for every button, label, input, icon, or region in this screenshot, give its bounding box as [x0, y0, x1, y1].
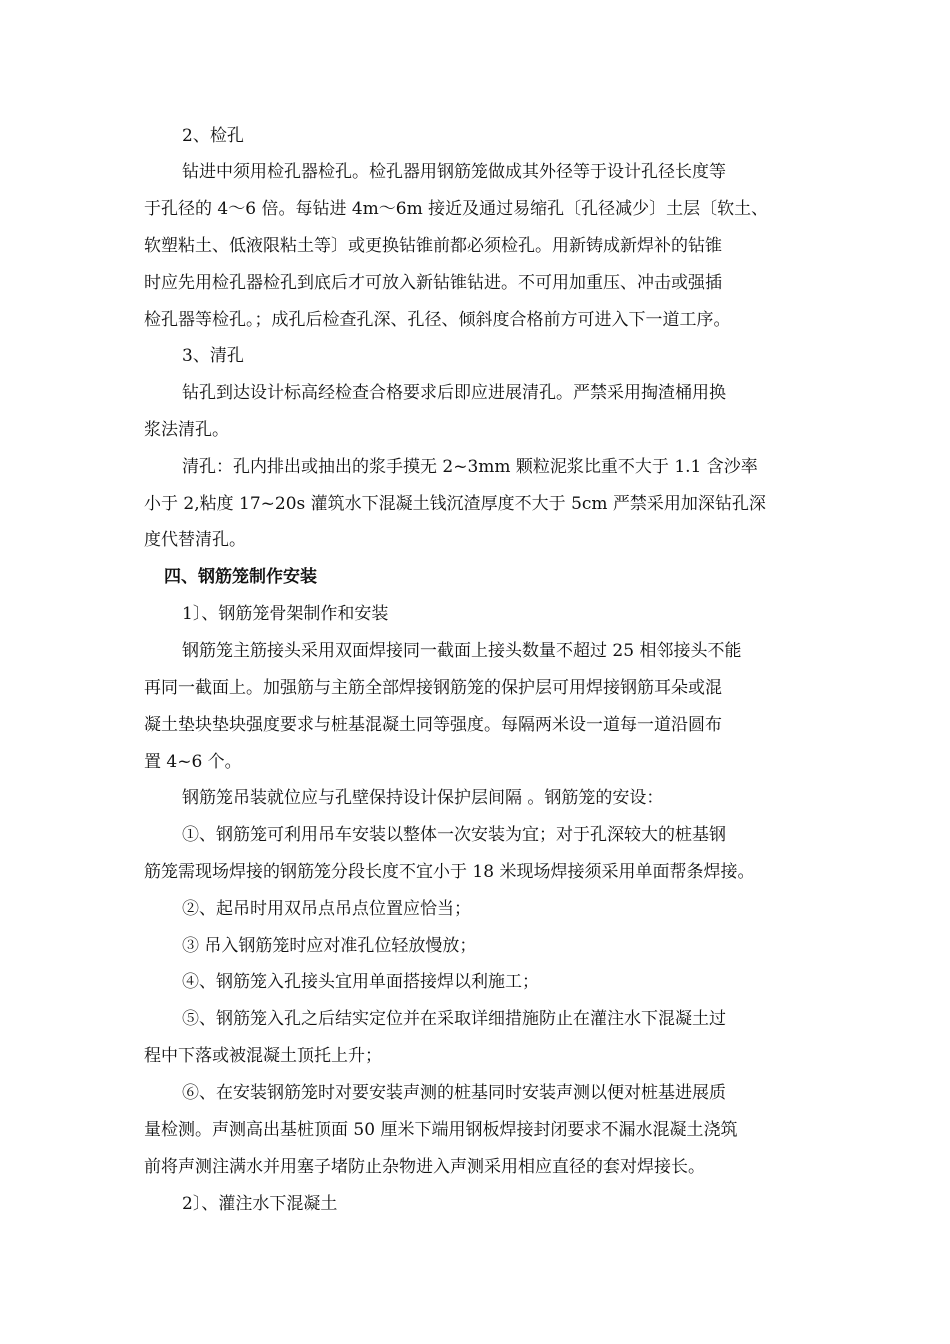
subsection-heading: 2〕、灌注水下混凝土 [182, 1194, 338, 1214]
list-item: ①、钢筋笼可利用吊车安装以整体一次安装为宜；对于孔深较大的桩基钢 [182, 825, 726, 845]
chapter-heading-rebar-cage: 四、钢筋笼制作安装 [164, 567, 317, 587]
paragraph-line: 清孔：孔内排出或抽出的浆手摸无 2~3mm 颗粒泥浆比重不大于 1.1 含沙率 [182, 457, 758, 477]
paragraph-line: 钻孔到达设计标高经检查合格要求后即应进展清孔。严禁采用掏渣桶用换 [182, 383, 726, 403]
paragraph-line: 程中下落或被混凝土顶托上升； [144, 1046, 382, 1066]
paragraph-line: 再同一截面上。加强筋与主筋全部焊接钢筋笼的保护层可用焊接钢筋耳朵或混 [144, 678, 722, 698]
paragraph-line: 小于 2,粘度 17~20s 灌筑水下混凝土钱沉渣厚度不大于 5cm 严禁采用加深钻孔深 [144, 494, 766, 514]
paragraph-line: 度代替清孔。 [144, 530, 246, 550]
paragraph-line: 时应先用检孔器检孔到底后才可放入新钻锥钻进。不可用加重压、冲击或强插 [144, 273, 722, 293]
paragraph-line: 于孔径的 4～6 倍。每钻进 4m～6m 接近及通过易缩孔〔孔径减少〕土层〔软土、 [144, 199, 769, 219]
list-item: ⑤、钢筋笼入孔之后结实定位并在采取详细措施防止在灌注水下混凝土过 [182, 1009, 726, 1029]
list-item: ⑥、在安装钢筋笼时对要安装声测的桩基同时安装声测以便对桩基进展质 [182, 1083, 726, 1103]
paragraph-line: 量检测。声测高出基桩顶面 50 厘米下端用钢板焊接封闭要求不漏水混凝土浇筑 [144, 1120, 738, 1140]
paragraph-line: 置 4~6 个。 [144, 752, 242, 772]
paragraph-line: 软塑粘土、低液限粘土等〕或更换钻锥前都必须检孔。用新铸成新焊补的钻锥 [144, 236, 722, 256]
subsection-heading: 1〕、钢筋笼骨架制作和安装 [182, 604, 389, 624]
paragraph-line: 钢筋笼主筋接头采用双面焊接同一截面上接头数量不超过 25 相邻接头不能 [182, 641, 742, 661]
list-item: ④、钢筋笼入孔接头宜用单面搭接焊以利施工； [182, 972, 539, 992]
section-heading-inspect-hole: 2、检孔 [182, 126, 244, 146]
paragraph-line: 钻进中须用检孔器检孔。检孔器用钢筋笼做成其外径等于设计孔径长度等 [182, 162, 726, 182]
paragraph-line: 凝土垫块垫块强度要求与桩基混凝土同等强度。每隔两米设一道每一道沿圆布 [144, 715, 722, 735]
paragraph-line: 筋笼需现场焊接的钢筋笼分段长度不宜小于 18 米现场焊接须采用单面帮条焊接。 [144, 862, 755, 882]
paragraph-line: 前将声测注满水并用塞子堵防止杂物进入声测采用相应直径的套对焊接长。 [144, 1157, 705, 1177]
list-item: ②、起吊时用双吊点吊点位置应恰当； [182, 899, 471, 919]
paragraph-line: 检孔器等检孔。；成孔后检查孔深、孔径、倾斜度合格前方可进入下一道工序。 [144, 310, 731, 330]
paragraph-line: 钢筋笼吊装就位应与孔壁保持设计保护层间隔 。钢筋笼的安设： [182, 788, 664, 808]
paragraph-line: 浆法清孔。 [144, 420, 229, 440]
list-item: ③ 吊入钢筋笼时应对准孔位轻放慢放； [182, 936, 477, 956]
section-heading-clear-hole: 3、清孔 [182, 346, 244, 366]
